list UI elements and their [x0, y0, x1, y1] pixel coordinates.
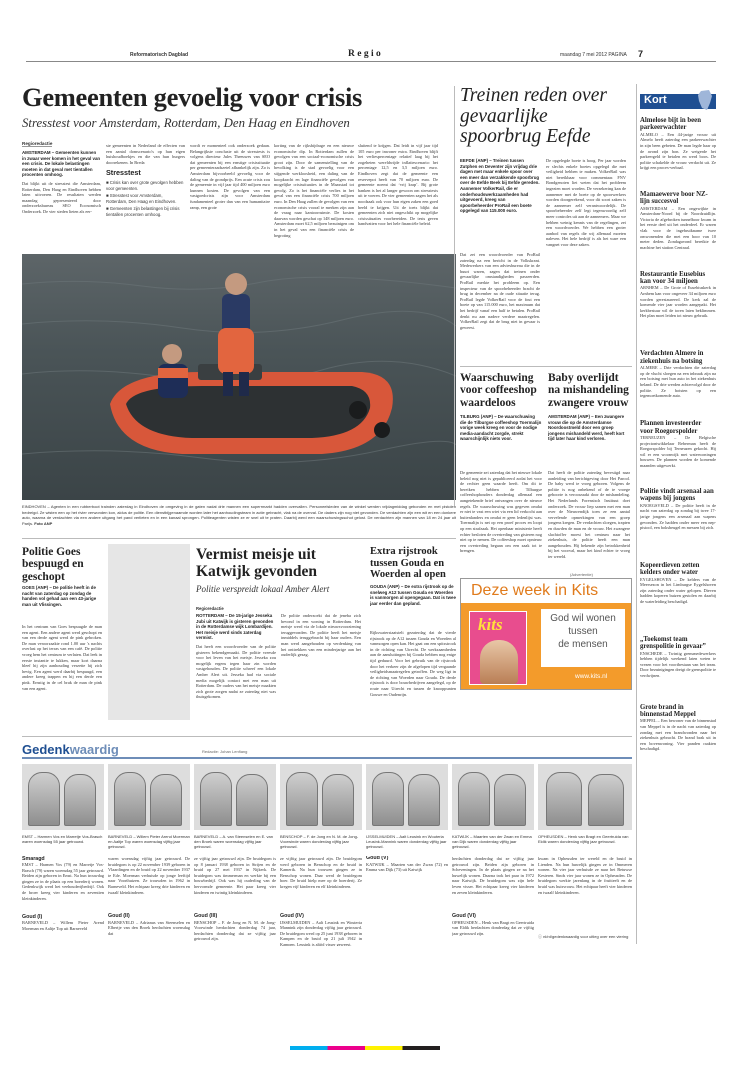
lead-subhead: Stresstest voor Amsterdam, Rotterdam, Den Haag en Eindhoven — [22, 116, 350, 130]
anniversary-text: IJSSELMUIDEN – Aalt Leusink en Wouteria Mannink zijn donderdag vijftig jaar getrouwd. De bruidegom werd op 25 juni 1938 geboren in Kampen en de bruid op 21 juli 1942 in Kampen. Leusink is altijd visser geweest. — [280, 919, 362, 946]
gouda-intro: GOUDA (ANP) – De extra rijstrook op de snelweg A12 tussen Gouda en Woerden is vanmorgen al opengegaan. Dat is twee jaar eerder dan gepland. — [370, 584, 456, 606]
gedenkwaardig-header — [22, 742, 632, 759]
photo-illustration — [22, 254, 456, 500]
coffeeshop-body: De gemeente zei zaterdag dat het nieuwe lokale beleid nog niet is gepubliceerd zodat het voor de rechter geen waarde heeft. Om dit te bereiken hebben de Tilburgse coffeeshophouders donderdag allemaal een aangetekende brief ontvangen over de nieuwe regels. De waarschuwing was gegeven omdat er niet te vast een wiet via een lid verkocht aan buitenlanders en omdat er geen ledenlijst was. Toermalijn is net op een proef proces en loopt op een strafzaak. Het openbaar ministerie heeft echter besloten de overtreding van gisteren nog niet op te nemen. De coffeeshop moet opnieuw een overtreding begaan om een zaak tot te brengen. — [460, 470, 542, 554]
eefde-headline: Treinen reden over gevaarlijke spoorbrug Eefde — [460, 85, 607, 147]
kort-sidebar — [640, 84, 716, 944]
lead-byline: Regioredactie — [22, 141, 53, 146]
divider — [454, 86, 455, 506]
kort-item: Plannen investeerder voor Roegorspolder TERNEUZEN – De Belgische projectontwikkelaar Reberman heeft de Roegorspolder bij Terneuzen gekocht. Hij wil er een woonwijk met waterwoningen bouwen. De plannen worden de komende maanden uitgewerkt. — [640, 420, 716, 469]
kort-label: Kort — [640, 94, 716, 109]
masthead — [26, 48, 716, 62]
wedding-photo — [538, 764, 632, 830]
gedenkwaardig-credit: Redactie: Johan Lenfiang — [202, 749, 248, 754]
advert-label: (Advertentie) — [570, 572, 593, 577]
kort-items — [640, 114, 716, 942]
kort-item: Politie vindt arsenaal aan wapens bij jongens KNOEGSVELD – De politie heeft in de nacht van zaterdag op zondag bij twee 17-jarige jongens een arsenaal aan wapens gevonden. Ze hadden onder meer een nep-pistool, een boksbeugel en messen bij zich. — [640, 488, 716, 531]
stresstest-title: Stresstest — [106, 168, 141, 177]
photo-caption: EINDHOVEN – Agenten in een rubberboot trainden zaterdag in Eindhoven de omgeving in de gaten nadat drie mannen een superrmarkt hadden overvallen. Personeelsleden van de winkel werden vrijdagmiddag gebonden en met pistolen bedreigd. Ze wisten een op het rivier verwonden kon, aldus de politie. Een dienstbijgenaamde worden later het aanhoudingsteam in actie gebracht, vlak na de overval. De daders zijn nog niet gevonden. De verdachten zijn een wit en een donkere auto, waarna de verdachten via een andere uitgang het pand verlieten en in een kanaal sprongen. Politieagenten wisten ze er snel uit te praten. Daarbij werd een waarschuwingsschot gelost. De verdachten zijn mannen van 18 en 24 jaar uit Parijs. Foto ANP — [22, 504, 456, 526]
eefde-intro: EEFDE (ANP) – Treinen tussen Zutphen en Deventer zijn vrijdag drie dagen met maar enkele spoor over een meer dan verzakkende spoorbrug over de Eefde Beek bij Eefde gereden. Aannemer VolkerRail, die er onderhoudswerkzaamheden had uitgevoerd, kreeg van spoorbeheerder ProRail een boete opgelegd van 115.000 euro. — [460, 158, 540, 214]
katwijk-intro: ROTTERDAM – De 15-jarige Jesseka Jubi uit Katwijk is gisteren gevonden in de Rotterdamse wijk Lombardijen. Het meisje werd sinds zaterdag vermist. — [196, 613, 274, 641]
katwijk-body-1: Dat heeft een woordvoerder van de politie gisteren bekendgemaakt. De politie vreesde voor het leven van het meisje. Jesseka zou mogelijk ergens tegen haar zin worden vastgehouden. De politie schreef een lokale Amber Alert uit. Jesseka had via sociale media mogelijk contact met een man uit Rotterdam. De ouders van het meisje maakten zich grote zorgen nadat ze zaterdag niet was thuisgekomen. — [196, 643, 276, 700]
anniversary-title: Goud (VI) — [452, 913, 476, 919]
child-photo-icon — [480, 640, 518, 684]
stresstest-item: ■ Crisis kan over grote gevolgen hebben voor gemeenten. — [106, 180, 184, 191]
goes-intro: GOES (ANP) – De politie heeft in de nacht van zaterdag op zondag de handen vol gehad aan een 43-jarige man uit Vlissingen. — [22, 585, 97, 607]
wedding-caption: OPHEUSDEN – Henk van Bragt en Geertruida van Eldik waren donderdag vijftig jaar getrouwd. — [538, 834, 629, 845]
kort-item: Restaurantie Eusebius kan voor 34 miljoen ARNHEM – De Grote of Eusebiuskerk in Arnhem kan voor ongeveer 34 miljoen euro worden gerestaureerd. De kerk zal de komende vier jaar worden aangepakt. Het kerkbestuur wil de toren laten beklimmen. Het plan moet leiden tot nieuw gebruik. — [640, 270, 716, 319]
anniversary-text: BARNEVELD – Adrianus van Steenselen en Elbertje van den Broek herdachten woensdag dat — [108, 919, 190, 936]
gedenkwaardig-title: Gedenkwaardig — [22, 742, 119, 757]
lead-headline: Gemeenten gevoelig voor crisis — [22, 82, 363, 112]
coffeeshop-intro: TILBURG (ANP) – De waarschuwing die de Tilburgse coffeeshop Toermalijn vorige week kreeg en voor de nodige media-aandacht zorgde, strekt waarschijnlijk niets voor. — [460, 414, 542, 442]
stresstest-item: ■ Gemeenten zijn belastingen bij crisis tientallen procenten omhoog. — [106, 206, 180, 217]
bullet-icon: ■ — [106, 180, 110, 185]
anniversary-text: BENSCHOP – F. de Jong en N. M. de Jong-Voorwinde herdachten donderdag 74 jaar, herdachten donderdag dat ze vijftig jaar getrouwd zijn. — [194, 919, 276, 942]
katwijk-column-2: De politie onderzoekt dat de jeneba zich bevond in een woning in Rotterdam. Het meisje werd via de lokale nieuwsvoorziening teruggevonden. De politie heeft het meisje inmiddels teruggebracht bij haar ouders. Een man werd aangehouden op verdenking van het onttrekken van een minderjarige aan het ouderlijk gezag. — [281, 613, 361, 658]
bullet-icon: ■ — [106, 206, 110, 211]
gedenk-column-4 — [280, 856, 362, 946]
advert-url[interactable]: www.kits.nl — [575, 673, 608, 680]
kort-item: Kopeerdieven zetten kelders onder water EYGELSHOVEN – De kelders van de Meersezon in het Limburgse Eygelshoven zijn zaterdag onder water gelopen. Dieven hadden koperen buizen gestolen en daarbij de waterleiding beschadigd. — [640, 561, 716, 605]
stresstest-item: ■ Stresstest voor Amsterdam, Rotterdam, Den Haag en Eindhoven. — [106, 193, 177, 204]
kits-advert[interactable] — [460, 578, 632, 690]
gedenk-column-1 — [22, 856, 104, 946]
gedenkwaardig-footer[interactable]: ⓘ nl/rd/gedenkwaardig voor uitleg over een viering — [538, 934, 629, 939]
advert-lower — [461, 603, 632, 690]
print-registration-bar — [290, 1046, 440, 1050]
anniversary-text: waren woensdag vijftig jaar getrouwd. De bruidegom is op 22 november 1939 geboren in Vlaardingen en de bruid op 22 november 1937 te Ede. Moerman verhuisde op jonge leeftijd naar Voorthuizen. Ze trouwden in 1962 in Barneveld. Het echtpaar kreeg drie kinderen en twaalf kleinkinderen. — [108, 856, 190, 895]
anniversary-text: herdachten donderdag dat ze vijftig jaar getrouwd zijn. Beiden zijn geboren in Scheveningen. In de plaats gingen ze na het huwelijk wonen. Daarna trok het paar in 1972 naar Katwijk. De bruidegom was zijn hele leven visser. Het echtpaar kreeg vier kinderen en zeven kleinkinderen. — [452, 856, 534, 895]
anniversary-title: Goud (IV) — [280, 913, 304, 919]
wedding-photo — [452, 764, 534, 830]
eefde-body-1: Dat zei een woordvoerder van ProRail zaterdag na een bericht in de Volkskrant. Medewerkers van een adviesbureau die in de buurt waren, zagen dat treinen onder gevaarlijke omstandigheden passeerden. ProRail merkte het probleem op. Een inspecteur van de spoorbeheerder bracht de brug in december na de oude situatie terug. ProRail legde VolkerRail voor de fout een boete op van 115.000 euro, het maximum dat het bedrijf vanaf een half te betalen. ProRail denkt nu aan nadere verdere maatregelen. VolkerRail zegt dat de brug niet in gevaar is geweest. — [460, 252, 540, 330]
baby-headline: Baby overlijdt na mishandeling zwangere vrouw — [548, 372, 629, 409]
advert-title: Deze week in Kits — [471, 582, 599, 599]
date-page: maandag 7 mei 2012 PAGINA — [560, 52, 627, 58]
divider — [460, 366, 632, 367]
advert-slogan-line: tussen — [568, 626, 598, 637]
gouda-body: Rijkswaterstaatstelt gezaterdag dat de vierde rijstrook op de A12 tussen Gouda en Woerden al vanmorgen open kan. Het gaat om een spitsstrook in de richting van Utrecht. De werkzaamheden aan de aansluitingen bij Gouda hebben nog enige tijd geduurd. Voor het gebruik van de rijstrook door het verkeer zijn de afgelopen tijd vergaande veiligheidsmaatregelen getroffen. De weg ligt in de richting van Woerden naar Gouda. De derde rijstrook is door bouwbedrijven aangelegd, op de route naar Utrecht en tussen de knooppunten Gouwe en Oudenrijn. — [370, 630, 456, 697]
anniversary-title: Goud (V) — [366, 856, 389, 861]
advert-slogan-line: de mensen — [558, 639, 608, 650]
kort-item: Almelose bijt in been parkeerwachter ALMELO – Een 44-jarige vrouw uit Almelo heeft zaterdag een parkeerwachter in zijn been gebeten. De man legde haar op de avond zijn bon. Ze weigerde het parkeergeld te betalen en werd boos. De politie schakelde de vrouw verdacht uit. Ze krijgt een proces-verbaal. — [640, 117, 716, 171]
anniversary-text: KATWIJK – Maarten van der Zwan (72) en Emma van Dijk (73) uit Katwijk — [366, 861, 448, 873]
wedding-caption: EMST – Harmen Vos en Marretje Vos-Brasch waren woensdag 55 jaar getrouwd. — [22, 834, 103, 845]
lead-column-5: sluitend te krijgen. Dat leidt in vijf jaar tijd 105 euro per inwoner extra. Eindhoven blijft het verliespercentage relatief laag bij het zogeheten wereldwijde inflatiescenario: het percentage 12,5 en 3,5 miljoen euro. Eindhoven zegt dat de gemeente een reservepot heeft van 70 miljoen euro. De gemeente noemt dat ‘vrij krap’. Bij grote banken is het al langer gewoon om stresstests uit te voeren. De vier gemeenten zagen het als noodzaak ook voor hun eigen zaken een goed beeld te krijgen. Uit de toets blijkt dat gemeenten zich niet ongeschikt op mogelijke crisissituaties voorbereiden. De tests geven handvatten voor het hele financiële beleid. — [358, 143, 438, 227]
anniversary-title: Goud (I) — [22, 914, 43, 920]
divider — [22, 736, 632, 737]
baby-body: Dat heeft de politie zaterdag bevestigd naar aanleiding van berichtgeving door Het Parool. De baby werd te vroeg geboren. Volgens de politie is nog onbekend of de te vroege geboorte is veroorzaakt door de mishandeling. Het Nederlands Forensisch Instituut doet onderzoek. De vrouw liep samen met een man over de Nieuwendijk toen ze een aantal vervelende opmerkingen van een groep jongens kregen. De verdachten sloegen, trapten en duwden de man en de vrouw. Het zwangere slachtoffer moest het centrum naar het ziekenhuis, de politie heeft een man aangehouden. Hij bekende zijn betrokkenheid bij het voorval, maar het kind echter te vroeg ter wereld. — [548, 470, 630, 559]
gedenk-column-2 — [108, 856, 190, 946]
anniversary-text: BARNEVELD – Willem Pieter Arend Moerman en Aaltje Top uit Barneveld — [22, 920, 104, 931]
anniversary-text: kwam in Opheusden ter wereld en de bruid in Lienden. Na hun huwelijk gingen ze in Ommeren wonen. Na vier jaar verhuisde ze naar het Betuwse Kesteren. Sinds vier jaar wonen ze in Opheusden. De bruidegom werkte jarenlang in de fruitteelt en de bruid was huisvrouw. Het echtpaar heeft vier kinderen en twaalf kleinkinderen. — [538, 856, 632, 895]
magazine-cover — [469, 611, 527, 685]
stresstest-box — [106, 168, 185, 248]
anniversary-title: Goud (II) — [108, 913, 130, 919]
bullet-icon: ■ — [106, 193, 110, 198]
lead-column-1 — [22, 150, 101, 248]
katwijk-column-1 — [196, 613, 276, 720]
lead-column-4: korting van de rijksbijdrage en een nieuwe economische dip. In Rotterdam zullen de gevolgen van een sociaal-economische crisis groot zijn. Door de samenstelling van de bevolking is de stad gevoelig voor een stijgende werkloosheid, een daling van de koopkracht en lage financiële gevolgen van mogelijke crisissituaties in de Maasstad tot gevolg. Zo is het financiële verlies in het geval van een financiële crisis 700 miljoen euro. In Den Haag zullen de gevolgen van een economische crisis vooral te merken zijn aan de vraag naar kantoorruimte. De kosten daarvan worden geschat op 148 miljoen euro. Amsterdam moet 62,5 miljoen bezuinigen om in het geval van een financiële crisis de begroting — [274, 143, 354, 238]
wedding-caption: BARNEVELD – Willem Pieter Arend Moerman en Aaltje Top waren woensdag vijftig jaar getrouwd. — [108, 834, 190, 850]
katwijk-headline: Vermist meisje uit Katwijk gevonden — [196, 546, 317, 580]
gedenk-column-7 — [538, 856, 632, 946]
katwijk-subhead: Politie verspreidt lokaal Amber Alert — [196, 584, 330, 594]
photo-credit: Foto ANP — [34, 520, 53, 526]
wedding-photo — [280, 764, 362, 830]
kamerik-box — [108, 544, 190, 720]
paper-name: Reformatorisch Dagblad — [130, 52, 189, 58]
divider — [22, 538, 456, 539]
gouda-headline: Extra rijstrook tussen Gouda en Woerden al open — [370, 546, 446, 581]
anniversary-text: EMST – Harmen Vos (79) en Marretje Vos-Brasch (79) waren woensdag 55 jaar getrouwd. Beiden zijn geboren in Emst. Na hun trouwdag gingen ze in de plaats op een boerderij wonen. Gedenkwijk werd het veehouderijbedrijf. Ook de broer kreeg vier kinderen en zeventien kleinkinderen. — [22, 862, 104, 901]
anniversary-text: ze vijftig jaar getrouwd zijn. De bruidegom werd geboren in Benschop en de bruid in Kamerik. Na hun trouwen gingen ze in Benschop wonen. Daar werd de bruidegom boer. De bruid hielp mee op de boerderij. Ze kregen vijf kinderen en elf kleinkinderen. — [280, 856, 362, 889]
gedenk-column-6 — [452, 856, 534, 946]
wedding-caption: BARNEVELD – A. van Steenselen en E. van den Broek waren woensdag vijftig jaar getrouwd. — [194, 834, 273, 850]
wedding-photo — [22, 764, 104, 830]
goes-headline: Politie Goes bespuugd en geschopt — [22, 546, 84, 583]
wedding-photo — [366, 764, 448, 830]
anniversary-title: Goud (III) — [194, 913, 218, 919]
section-name: R e g i o — [348, 49, 381, 59]
baby-intro: AMSTERDAM (ANP) – Een zwangere vrouw die op de Amsterdamse Noordoostmeld door een groep jongens mishandeld werd, heeft kort tijd later haar kind verloren. — [548, 414, 625, 442]
lead-body-1: Dat blijkt uit de stresstest die Amsterdam, Rotterdam, Den Haag en Eindhoven hebben laten uitvoeren. De resultaten werden maandag gepresenteerd door onderzoeksbureau SEO Economisch Onderzoek. De vier steden lieten als eer- — [22, 180, 101, 214]
wedding-photo — [194, 764, 276, 830]
katwijk-byline: Regioredactie — [196, 606, 224, 611]
wedding-caption: KATWIJK – Maarten van der Zwan en Emma van Dijk waren donderdag vijftig jaar getrouwd. — [452, 834, 532, 850]
lead-column-3: wordt er momenteel ook onderzoek gedaan. Belangrijkste conclusie uit de stresstests is volgens directeur Jules Theeuwes van SEO dat gemeenten bij een ernstige crisissituatie per gemeenteraadszetel afhankelijk zijn. Zo is Amsterdam bijvoorbeeld gevoelig voor de daling van de grondprijs. Een acute crisis zou de gemeente in vijf jaar tijd 400 miljoen euro kunnen kosten. De gevolgen van een vastgoedcrisis zijn voor Amsterdam fundamenteel groter dan van een humanitaire ramp, een grote — [190, 143, 270, 210]
wedding-caption: IJSSELMUIDEN – Aalt Leusink en Wouteria Leusink-Mannink waren donderdag vijftig jaar getrouwd. — [366, 834, 447, 850]
page-number: 7 — [638, 49, 644, 59]
kort-item: Grote brand in binnenstad Meppel MEPPEL – Een bewoner van de binnenstad van Meppel is in de nacht van zaterdag op zondag met een brandwonden naar het ziekenhuis gebracht. De brand brak uit in een bovenwoning. Vier panden raakten beschadigd. — [640, 703, 716, 752]
divider — [636, 84, 637, 944]
kort-item: „Toekomst team grenspolitie in gevaar” ENSCHEDE – Twintig grensmedewerkers hebben tijdelijk weekend laten weten te vrezen voor het voortbestaan van het team. Door bezuinigingen dreigt de grenspolitie te verdwijnen. — [640, 635, 716, 678]
advert-slogan-line: God wil wonen — [550, 613, 616, 624]
anniversary-text: ze vijftig jaar getrouwd zijn. De bruidegom is op 8 januari 1938 geboren in Strijen en de bruid op 27 mei 1937 in Nijkerk. De bruidegom was timmerman en werkte bij een bouwbedrijf. Ook was hij ouderling van de hervormde gemeente. Het paar kreeg vier kinderen en twintig kleinkinderen. — [194, 856, 276, 895]
kort-item: Mamaewerve boor NZ-lijn succesvol AMSTERDAM – Een ongewijkte in Amsterdam-Noord bij de Noordzuidlijn. Victoria de afgebroken tunnelboor kwam in het eerste deel uit het onderdeel. Er waren vlak voor de ingebruikname twee omwonenden die met een boor van 10 meter deden. Zondagavond bereikte de machine het station Centraal. — [640, 190, 716, 250]
gedenk-column-5 — [366, 856, 448, 946]
wedding-photo — [108, 764, 190, 830]
coffeeshop-headline: Waarschuwing voor coffeeshop waardeloos — [460, 372, 537, 409]
advert-slogan-box — [541, 609, 625, 667]
info-icon: ⓘ — [538, 934, 544, 939]
eefde-body-2: De opgelegde boete is hoog. Per jaar worden er slechts enkele boetes opgelegd die met veiligheid hebben te maken. VolkerRail was niet bereikbaar voor commentaar. FNV Bondgenoten liet weten dat het probleem ingezien moet worden. De verzekering kan de aannemer met de boete op de spoorwerkers worden doorgerekend, voor dit soort zaken is de aannemer zelf verantwoordelijk. De spoorbeheerder zelf legt tegenwoordig zelf meer controles uit aan de aannemers. Maar we hebben weinig kennis van de regelingen, zei een woordvoerder. We hebben een groter aanbod van regels die wij allemaal moeten naleven. Het hele bedrijf is als het ware een vangnet voor deze zaken. — [546, 158, 626, 247]
gedenk-column-3 — [194, 856, 276, 946]
magazine-logo: kits — [478, 615, 503, 634]
lead-intro: AMSTERDAM – Gemeenten kunnen in zwaar weer komen in het geval van een crisis. De lokale belastingen moeten in dat geval met tientallen procenten omhoog. — [22, 150, 101, 178]
rubber-boat-photo — [22, 254, 456, 500]
wedding-caption: BENSCHOP – F. de Jong en N. M. de Jong-Voorwinde waren donderdag vijftig jaar getrouwd. — [280, 834, 359, 850]
netherlands-map-icon — [697, 89, 713, 111]
anniversary-title: Smaragd — [22, 856, 45, 862]
anniversary-text: OPHEUSDEN – Henk van Bragt en Geertruida van Eldik herdachten donderdag dat ze vijftig jaar getrouwd zijn. — [452, 919, 534, 936]
goes-body: In het centrum van Goes bespuugde de man een agent. Een andere agent werd geschopt en van een derde agent werd de pink gebroken. De man veroorzaakte rond 1.00 uur 's nachts overlast op het terras van een café. De politie vroeg hem het centrum te verlaten. Dat leek in eerste instantie te lukken, maar kort daarna bleef hij zijn aanhouding verzette hij zich hevig. Een agent werd daarbij bespuugd, een andere kreeg trappen en hij een derde een pink. Ernstig in de cel brak de man de pink van een agent. — [22, 624, 102, 691]
kort-item: Verdachten Almere in ziekenhuis na botsing ALMERE – Drie verdachten die zaterdag op de vlucht sloegen na een inbraak zijn na een botsing met hun auto in het ziekenhuis beland. De drie werden achtervolgd door de politie. Ze botsten op een tegemoetkomende auto. — [640, 350, 716, 399]
lead-column-2: ste gemeenten in Nederland de effecten van een aantal domscenario's op hun eigen huishoudboekjes en die van hun burgers doorrekenen. In Breda — [106, 143, 185, 165]
